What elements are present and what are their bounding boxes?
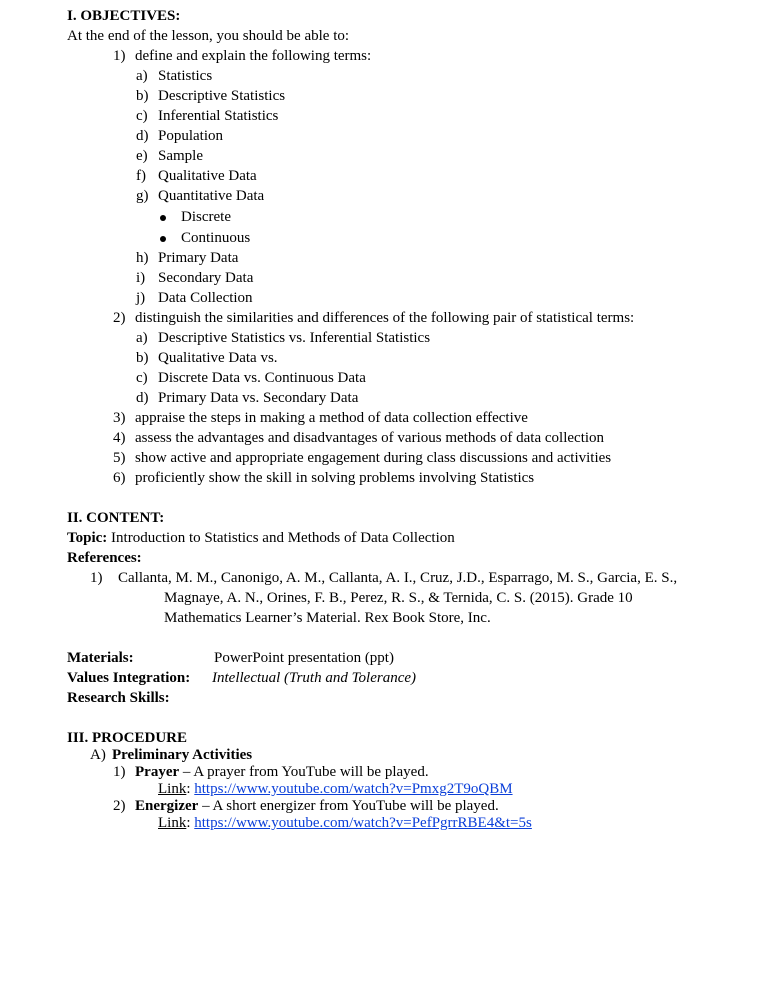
item-text: define and explain the following terms: xyxy=(135,48,372,64)
item-number: 1) xyxy=(113,48,126,64)
content-heading: II. CONTENT: xyxy=(67,510,165,526)
bullet-continuous: Continuous xyxy=(160,228,166,248)
references-label: References: xyxy=(67,550,142,566)
objectives-heading: I. OBJECTIVES: xyxy=(67,8,181,24)
objective-item-1 xyxy=(113,46,372,66)
pair-d: d) Primary Data vs. Secondary Data xyxy=(136,390,359,406)
term-f: f) Qualitative Data xyxy=(136,168,257,184)
energizer-link[interactable]: https://www.youtube.com/watch?v=PefPgrrRBE4&t=5s xyxy=(194,815,532,831)
values-value: Intellectual (Truth and Tolerance) xyxy=(212,670,417,686)
materials-label: Materials: xyxy=(67,650,134,666)
bullet-icon xyxy=(160,215,166,221)
energizer-title: Energizer xyxy=(135,798,199,814)
link-label: Link xyxy=(158,815,187,831)
prayer-title: Prayer xyxy=(135,764,180,780)
term-a: a) Statistics xyxy=(136,68,213,84)
pair-c: c) Discrete Data vs. Continuous Data xyxy=(136,370,366,386)
objective-item-4: 4) assess the advantages and disadvantages of various methods of data collection xyxy=(113,430,605,446)
research-skills-label: Research Skills: xyxy=(67,690,170,706)
term-d: d) Population xyxy=(136,128,224,144)
procedure-item-prayer: 1) Prayer – A prayer from YouTube will be played. xyxy=(113,764,429,780)
link-label: Link xyxy=(158,781,187,797)
values-row xyxy=(67,668,417,688)
energizer-link-row: Link: https://www.youtube.com/watch?v=PefPgrrRBE4&t=5s xyxy=(158,815,532,831)
materials-value: PowerPoint presentation (ppt) xyxy=(214,650,394,666)
values-label: Values Integration: xyxy=(67,670,191,686)
objective-item-2: 2) distinguish the similarities and differences of the following pair of statistical terms: xyxy=(113,310,635,326)
pair-a: a) Descriptive Statistics vs. Inferential Statistics xyxy=(136,330,431,346)
procedure-item-energizer: 2) Energizer – A short energizer from YouTube will be played. xyxy=(113,798,499,814)
reference-1-line2: Magnaye, A. N., Orines, F. B., Perez, R. S., & Ternida, C. S. (2015). Grade 10 xyxy=(164,590,633,606)
prayer-link[interactable]: https://www.youtube.com/watch?v=Pmxg2T9oQBM xyxy=(194,781,513,797)
topic-label: Topic: xyxy=(67,530,108,546)
term-h: h) Primary Data xyxy=(136,250,239,266)
objective-item-5: 5) show active and appropriate engagement during class discussions and activities xyxy=(113,450,612,466)
term-e: e) Sample xyxy=(136,148,203,164)
term-b: b) Descriptive Statistics xyxy=(136,88,286,104)
bullet-discrete: Discrete xyxy=(160,207,166,227)
reference-1: 1) Callanta, M. M., Canonigo, A. M., Callanta, A. I., Cruz, J.D., Esparrago, M. S., Garcia, E. S., xyxy=(90,570,678,586)
term-c: c) Inferential Statistics xyxy=(136,108,279,124)
bullet-icon xyxy=(160,236,166,242)
objectives-intro: At the end of the lesson, you should be able to: xyxy=(67,28,350,44)
term-j: j) Data Collection xyxy=(136,290,253,306)
topic-value: Introduction to Statistics and Methods of Data Collection xyxy=(111,530,455,546)
reference-1-line3: Mathematics Learner’s Material. Rex Book Store, Inc. xyxy=(164,610,491,626)
term-i: i) Secondary Data xyxy=(136,270,254,286)
pair-b: b) Qualitative Data vs. xyxy=(136,350,278,366)
topic-line xyxy=(67,528,455,548)
objective-item-6: 6) proficiently show the skill in solving problems involving Statistics xyxy=(113,470,535,486)
materials-row xyxy=(67,648,394,668)
term-g: g) Quantitative Data xyxy=(136,188,265,204)
prayer-link-row: Link: https://www.youtube.com/watch?v=Pmxg2T9oQBM xyxy=(158,781,513,797)
objective-item-3: 3) appraise the steps in making a method of data collection effective xyxy=(113,410,528,426)
procedure-heading: III. PROCEDURE xyxy=(67,730,188,746)
preliminary-activities: A) Preliminary Activities xyxy=(90,747,253,763)
